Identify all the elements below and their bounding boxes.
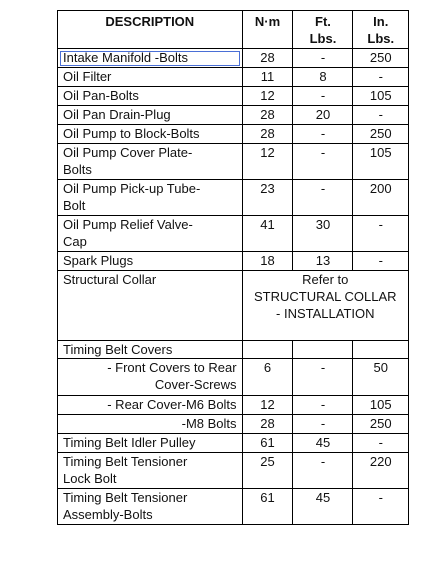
- row-description: Structural Collar: [58, 271, 243, 341]
- row-ftlbs: -: [293, 180, 353, 216]
- row-inlbs: 200: [353, 180, 409, 216]
- table-row: [58, 434, 409, 453]
- row-ftlbs: 45: [293, 489, 353, 525]
- row-nm: 12: [242, 87, 293, 106]
- structural-collar-note: Refer to STRUCTURAL COLLAR - INSTALLATION: [242, 271, 408, 341]
- header-nm: N·m: [242, 11, 293, 49]
- row-inlbs: 105: [353, 396, 409, 415]
- row-inlbs: -: [353, 106, 409, 125]
- row-ftlbs: -: [293, 125, 353, 144]
- header-row: [58, 11, 409, 49]
- row-description: Oil Pan Drain-Plug: [58, 106, 243, 125]
- row-description: Oil Pan-Bolts: [58, 87, 243, 106]
- table-row: [58, 415, 409, 434]
- table-row: [58, 125, 409, 144]
- row-nm: 28: [242, 125, 293, 144]
- table-row: [58, 49, 409, 68]
- table-row-group-header: [58, 341, 409, 359]
- row-ftlbs: -: [293, 49, 353, 68]
- row-ftlbs: 13: [293, 252, 353, 271]
- row-inlbs: 250: [353, 415, 409, 434]
- header-inlbs: In. Lbs.: [353, 11, 409, 49]
- header-ftlbs: Ft. Lbs.: [293, 11, 353, 49]
- table-row: [58, 87, 409, 106]
- row-description: Oil Pump Relief Valve- Cap: [58, 216, 243, 252]
- row-nm: 18: [242, 252, 293, 271]
- row-inlbs: -: [353, 252, 409, 271]
- row-nm: 25: [242, 453, 293, 489]
- row-description: - Front Covers to Rear Cover-Screws: [58, 359, 243, 396]
- row-description: - Rear Cover-M6 Bolts: [58, 396, 243, 415]
- row-nm: 11: [242, 68, 293, 87]
- table-row: [58, 396, 409, 415]
- row-inlbs: -: [353, 68, 409, 87]
- row-nm: 61: [242, 434, 293, 453]
- table-row: [58, 68, 409, 87]
- row-nm: 6: [242, 359, 293, 396]
- row-ftlbs: 20: [293, 106, 353, 125]
- row-description-selected: Intake Manifold -Bolts: [58, 49, 243, 68]
- row-ftlbs: 30: [293, 216, 353, 252]
- table-row: [58, 489, 409, 525]
- table-row: [58, 106, 409, 125]
- row-ftlbs: 45: [293, 434, 353, 453]
- row-inlbs: 250: [353, 49, 409, 68]
- row-inlbs: 105: [353, 144, 409, 180]
- row-description: Oil Filter: [58, 68, 243, 87]
- row-ftlbs: -: [293, 144, 353, 180]
- row-description: Oil Pump Cover Plate- Bolts: [58, 144, 243, 180]
- table-body: [58, 49, 409, 525]
- row-nm: 28: [242, 49, 293, 68]
- table-row: [58, 252, 409, 271]
- row-nm: 12: [242, 144, 293, 180]
- row-inlbs: 220: [353, 453, 409, 489]
- row-ftlbs: -: [293, 359, 353, 396]
- row-description: Timing Belt Idler Pulley: [58, 434, 243, 453]
- row-nm: 41: [242, 216, 293, 252]
- table-row: [58, 180, 409, 216]
- row-description: -M8 Bolts: [58, 415, 243, 434]
- table-row: [58, 144, 409, 180]
- row-description: Timing Belt Tensioner Assembly-Bolts: [58, 489, 243, 525]
- empty-cell: [293, 341, 353, 359]
- row-description: Oil Pump Pick-up Tube- Bolt: [58, 180, 243, 216]
- row-description: Timing Belt Covers: [58, 341, 243, 359]
- row-nm: 28: [242, 106, 293, 125]
- row-ftlbs: -: [293, 415, 353, 434]
- row-nm: 12: [242, 396, 293, 415]
- row-nm: 61: [242, 489, 293, 525]
- header-description: DESCRIPTION: [58, 11, 243, 49]
- row-inlbs: -: [353, 216, 409, 252]
- row-nm: 28: [242, 415, 293, 434]
- row-ftlbs: -: [293, 453, 353, 489]
- row-nm: 23: [242, 180, 293, 216]
- table-row: [58, 453, 409, 489]
- row-description: Spark Plugs: [58, 252, 243, 271]
- table-row: [58, 359, 409, 396]
- row-description: Timing Belt Tensioner Lock Bolt: [58, 453, 243, 489]
- empty-cell: [353, 341, 409, 359]
- row-inlbs: -: [353, 489, 409, 525]
- table-row: [58, 216, 409, 252]
- row-inlbs: -: [353, 434, 409, 453]
- row-ftlbs: 8: [293, 68, 353, 87]
- row-description: Oil Pump to Block-Bolts: [58, 125, 243, 144]
- row-ftlbs: -: [293, 396, 353, 415]
- row-inlbs: 105: [353, 87, 409, 106]
- row-ftlbs: -: [293, 87, 353, 106]
- row-inlbs: 250: [353, 125, 409, 144]
- table-row-structural-collar: [58, 271, 409, 341]
- row-inlbs: 50: [353, 359, 409, 396]
- torque-spec-table: [57, 10, 409, 525]
- empty-cell: [242, 341, 293, 359]
